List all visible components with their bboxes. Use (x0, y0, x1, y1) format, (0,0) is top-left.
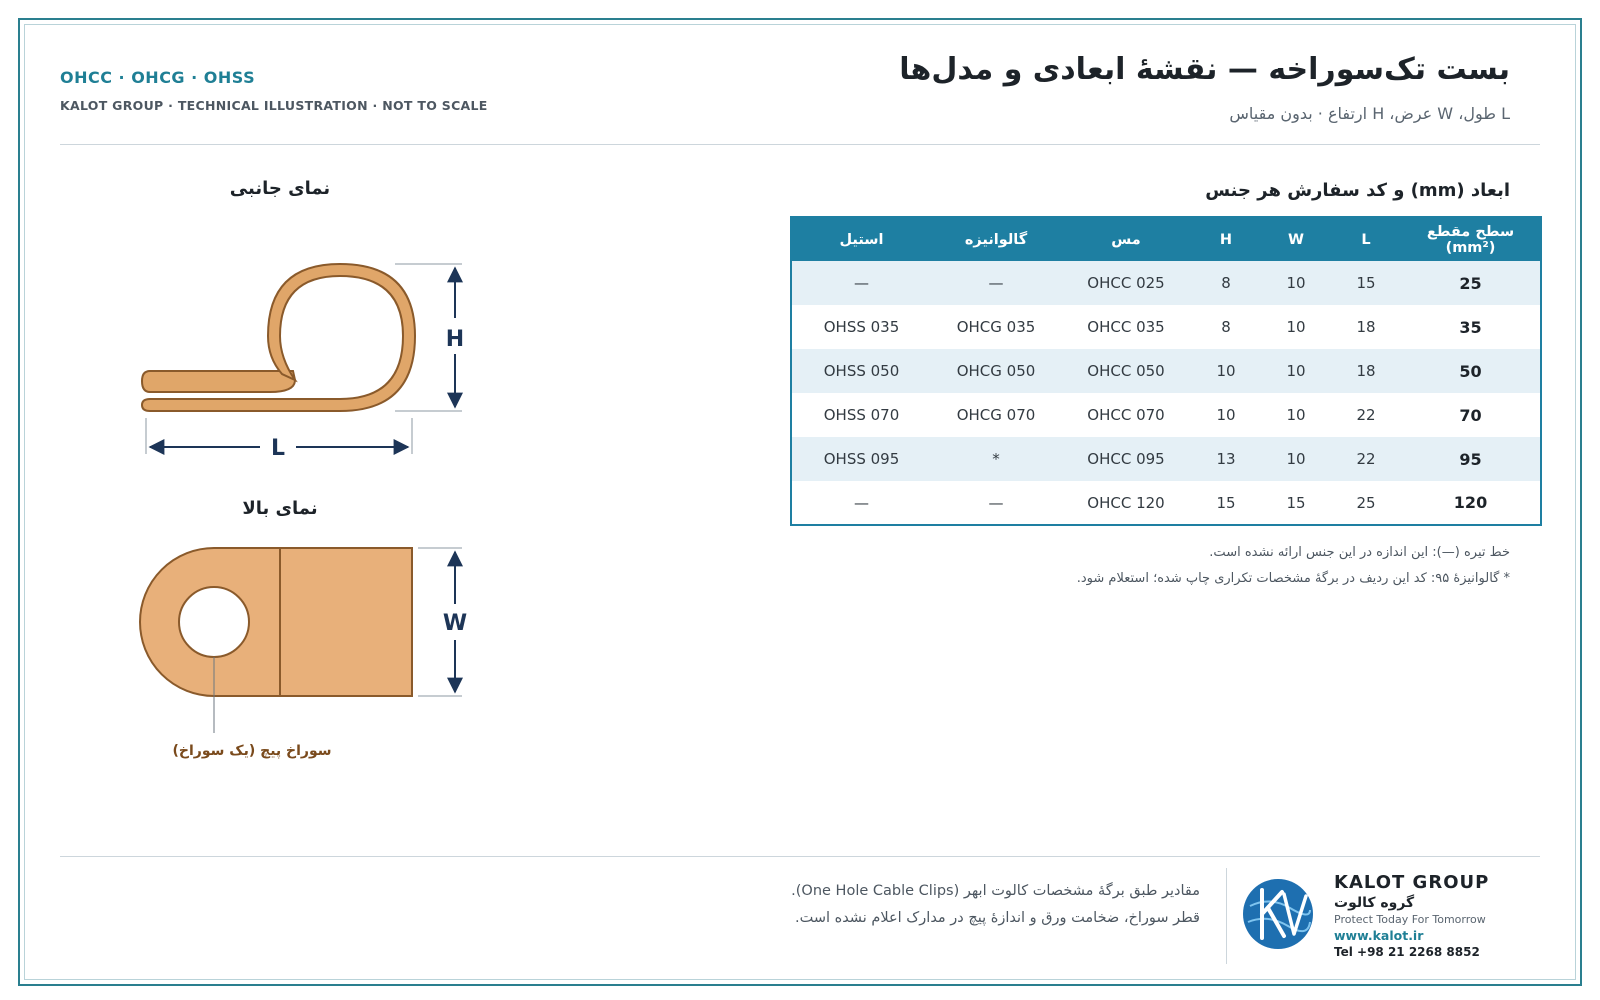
kalot-logo-icon (1240, 876, 1316, 952)
clip-drawings (110, 168, 510, 788)
cell-steel: OHSS 070 (823, 406, 900, 424)
company-website-link[interactable]: www.kalot.ir (1334, 928, 1424, 943)
footer-note-line2: قطر سوراخ، ضخامت ورق و اندازهٔ پیچ در مدارک اعلام نشده است. (794, 910, 1200, 926)
header-steel: استیل (791, 217, 931, 261)
cell-area: 70 (1459, 405, 1482, 425)
table-row (791, 261, 1541, 305)
cell-area: 50 (1401, 349, 1541, 393)
cell-copper: OHCC 095 (1061, 437, 1191, 481)
table-row (791, 349, 1541, 393)
cell-copper: OHCC 050 (1061, 349, 1191, 393)
cell-copper: OHCC 070 (1087, 406, 1165, 424)
table-title: ابعاد (mm) و کد سفارش هر جنس (1205, 180, 1510, 201)
cell-galvanized: — (931, 261, 1061, 305)
cell-l: 18 (1331, 349, 1401, 393)
cell-galvanized: OHCG 070 (956, 406, 1036, 424)
footer-note-line1: مقادیر طبق برگهٔ مشخصات کالوت ابهر (One Hole Cable Clips). (791, 883, 1200, 899)
cell-w: 15 (1286, 493, 1306, 512)
side-view-title: نمای جانبی (229, 178, 331, 199)
cell-steel: OHSS 095 (791, 437, 931, 481)
screw-hole (179, 587, 249, 657)
cell-area: 25 (1401, 261, 1541, 305)
table-row (791, 437, 1541, 481)
header-copper: مس (1061, 217, 1191, 261)
table-row (791, 481, 1541, 525)
table-row (791, 305, 1541, 349)
dimension-h-label: H (445, 327, 465, 352)
table-notes (1077, 540, 1510, 592)
cell-steel: — (854, 493, 869, 512)
page-subtitle: L طول، W عرض، H ارتفاع · بدون مقیاس (1229, 104, 1510, 123)
cell-h: 8 (1191, 261, 1261, 305)
cell-copper: OHCC 035 (1087, 318, 1165, 336)
page-title: بست تک‌سوراخه — نقشهٔ ابعادی و مدل‌ها (899, 52, 1510, 87)
cell-steel: — (791, 261, 931, 305)
side-view-clip (142, 264, 415, 411)
cell-l: 25 (1356, 493, 1376, 512)
table-row (791, 393, 1541, 437)
cell-h: 10 (1191, 349, 1261, 393)
cell-w: 10 (1261, 261, 1331, 305)
company-phone: Tel +98 21 2268 8852 (1334, 945, 1480, 959)
cell-h: 8 (1221, 318, 1231, 336)
note-dash: خط تیره (—): این اندازه در این جنس ارائه نشده است. (1209, 545, 1510, 560)
table-header-row (791, 217, 1541, 261)
cell-area: 35 (1459, 317, 1482, 337)
dimension-w-label: W (442, 611, 468, 636)
dimensions-table (790, 216, 1542, 526)
top-view-clip (140, 548, 412, 733)
cell-l: 22 (1331, 437, 1401, 481)
note-asterisk: * گالوانیزهٔ ۹۵: کد این ردیف در برگهٔ مشخصات تکراری چاپ شده؛ استعلام شود. (1076, 571, 1510, 586)
cell-h: 15 (1216, 493, 1236, 512)
cell-w: 10 (1286, 406, 1306, 424)
cell-area: 120 (1453, 493, 1488, 512)
diagrams-panel (110, 168, 510, 788)
product-codes: OHCC · OHCG · OHSS (60, 68, 256, 87)
cell-copper: OHCC 025 (1061, 261, 1191, 305)
cell-galvanized: — (988, 493, 1004, 512)
top-view-title: نمای بالا (242, 498, 318, 519)
company-name-en: KALOT GROUP (1334, 872, 1490, 893)
cell-h: 10 (1216, 406, 1236, 424)
header-h: H (1191, 217, 1261, 261)
cell-steel: OHSS 050 (791, 349, 931, 393)
cell-w: 10 (1286, 318, 1306, 336)
cell-w: 10 (1261, 349, 1331, 393)
company-name-fa: گروه کالوت (1334, 895, 1415, 911)
hole-label: سوراخ پیچ (یک سوراخ) (172, 743, 332, 759)
cell-area: 95 (1401, 437, 1541, 481)
company-block (1334, 872, 1489, 959)
top-divider (60, 144, 1540, 145)
footer-note (791, 878, 1200, 932)
cell-galvanized: * (931, 437, 1061, 481)
bottom-divider (60, 856, 1540, 857)
cell-galvanized: OHCG 035 (956, 318, 1036, 336)
cell-w: 10 (1261, 437, 1331, 481)
cell-h: 13 (1191, 437, 1261, 481)
tagline: KALOT GROUP · TECHNICAL ILLUSTRATION · NOT TO SCALE (60, 98, 488, 113)
cell-l: 18 (1356, 318, 1376, 336)
dimension-l-label: L (270, 436, 286, 461)
header-galvanized: گالوانیزه (931, 217, 1061, 261)
cell-steel: OHSS 035 (823, 318, 900, 336)
header-w: W (1261, 217, 1331, 261)
header-cross-section: سطح مقطع (mm²) (1401, 217, 1541, 261)
header-l: L (1331, 217, 1401, 261)
cell-copper: OHCC 120 (1087, 493, 1165, 512)
cell-l: 15 (1331, 261, 1401, 305)
company-motto: Protect Today For Tomorrow (1334, 913, 1486, 926)
cell-galvanized: OHCG 050 (931, 349, 1061, 393)
cell-l: 22 (1356, 406, 1376, 424)
footer-separator (1226, 868, 1227, 964)
